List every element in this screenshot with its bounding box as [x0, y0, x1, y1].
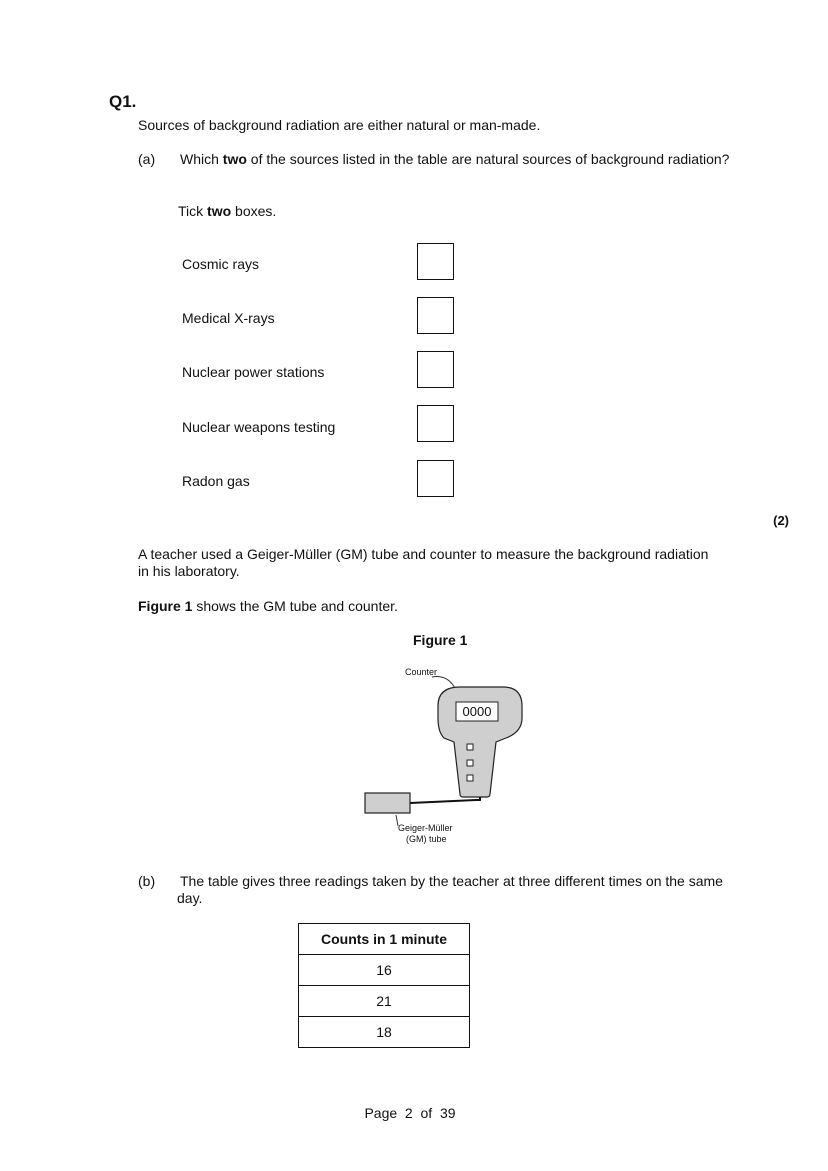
tickbox-medical-x-rays[interactable]: [417, 297, 454, 334]
tickbox-cosmic-rays[interactable]: [417, 243, 454, 280]
counter-button-2: [467, 760, 473, 766]
option-label-nuclear-weapons-testing: Nuclear weapons testing: [182, 419, 336, 435]
reading-cell: 21: [299, 986, 470, 1017]
tickbox-radon-gas[interactable]: [417, 460, 454, 497]
option-label-nuclear-power-stations: Nuclear power stations: [182, 364, 325, 380]
gm-tube-label-line1: Geiger-Müller: [398, 823, 453, 833]
readings-table: [298, 923, 470, 1048]
reading-cell: 18: [299, 1017, 470, 1048]
option-label-radon-gas: Radon gas: [182, 473, 250, 489]
readings-table-header: Counts in 1 minute: [299, 924, 470, 955]
option-label-medical-x-rays: Medical X-rays: [182, 310, 275, 326]
tickbox-nuclear-weapons-testing[interactable]: [417, 405, 454, 442]
figure-title: Figure 1: [413, 632, 468, 648]
part-a-prompt: [177, 151, 737, 168]
readings-table-header-row: [299, 924, 470, 955]
figure-reference-rest: shows the GM tube and counter.: [192, 598, 398, 614]
tick-instruction-before: Tick: [178, 203, 208, 219]
gm-tube: [365, 793, 410, 813]
counter-button-3: [467, 775, 473, 781]
part-a-label: (a): [138, 151, 156, 167]
gm-cable: [410, 797, 480, 803]
tick-instruction-after: boxes.: [231, 203, 277, 219]
table-row: [299, 986, 470, 1017]
table-row: [299, 955, 470, 986]
figure-reference: [138, 598, 398, 615]
part-a-prompt-before: Which: [180, 151, 223, 167]
gm-tube-label-line2: (GM) tube: [406, 834, 447, 844]
question-number: Q1.: [109, 92, 137, 111]
figure-reference-bold: Figure 1: [138, 598, 193, 614]
part-a-prompt-after: of the sources listed in the table are natural sources of background radiation?: [246, 151, 730, 167]
reading-cell: 16: [299, 955, 470, 986]
tickbox-nuclear-power-stations[interactable]: [417, 351, 454, 388]
part-b-text: The table gives three readings taken by the teacher at three different times on the same day.: [177, 873, 723, 906]
table-row: [299, 1017, 470, 1048]
page-number: Page 2 of 39: [364, 1105, 456, 1121]
counter-display-value: 0000: [462, 704, 492, 719]
counter-label: Counter: [405, 667, 438, 677]
part-a-prompt-bold: two: [222, 151, 247, 167]
context-paragraph: A teacher used a Geiger-Müller (GM) tube and counter to measure the background radiation in his laboratory.: [138, 546, 709, 579]
option-label-cosmic-rays: Cosmic rays: [182, 256, 260, 272]
counter-button-1: [467, 744, 473, 750]
part-b-label: (b): [138, 873, 156, 889]
tick-instruction: [178, 203, 276, 220]
marks-indicator: (2): [773, 513, 789, 528]
tick-instruction-bold: two: [207, 203, 232, 219]
question-intro: Sources of background radiation are either natural or man-made.: [138, 117, 541, 133]
